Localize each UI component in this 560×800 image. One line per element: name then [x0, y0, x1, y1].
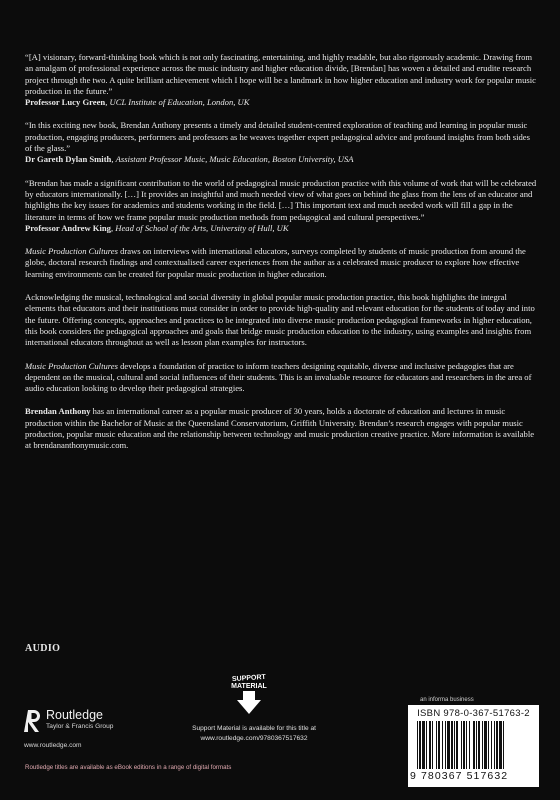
barcode-bar	[451, 721, 453, 769]
endorsement-attribution: Dr Gareth Dylan Smith, Assistant Professor Music, Music Education, Boston University, USA	[25, 154, 354, 165]
barcode-bar	[491, 721, 492, 769]
endorsement-quote: “Brendan has made a significant contribution to the world of pedagogical music production practice with this volume of work that will be celebrated by educators internationally. […] It provides an insightful and much needed view of what goes on behind the glass from the lens of an educator and highlights the key issues for academics and students working in the field. […] This important text and much needed work will fill a gap in the literature in terms of how we frame popular music production methods from pedagogical and cultural perspectives.”	[25, 177, 537, 222]
endorsement-quote: “In this exciting new book, Brendan Anthony presents a timely and detailed student-centred exploration of teaching and learning in popular music production, engaging producers, performers and professors as he weaves together expert pedagogical advice and profound insights from both sides of the glass.”	[25, 120, 530, 154]
barcode-bar	[463, 721, 465, 769]
barcode-bar	[445, 721, 446, 769]
endorser-name: Professor Andrew King	[25, 222, 111, 233]
endorser-affiliation: Head of School of the Arts, University of Hull, UK	[115, 222, 289, 233]
description-text: Acknowledging the musical, technological and social diversity in global popular music production practice, this book highlights the integral elements that educators and their institutions must consider in order to provide high-quality and relevant education for the students of today and into the future. Offering concepts, approaches and practices to be integrated into diverse music production pedagogical frameworks in higher education, this book considers the pedagogical approaches and goals that bridge music production education to the industry, using examples and insights from international educators throughout as well as lesson plan examples for instructors.	[25, 292, 535, 348]
author-bio	[25, 406, 537, 451]
barcode-bar	[456, 721, 458, 769]
barcode-bar	[478, 721, 480, 769]
barcode-bar	[484, 721, 487, 769]
endorser-affiliation: UCL Institute of Education, London, UK	[109, 97, 250, 108]
book-title: Music Production Cultures	[25, 360, 118, 371]
barcode-bar	[422, 721, 425, 769]
barcode-bar	[494, 721, 495, 769]
endorser-affiliation: Assistant Professor Music, Music Education, Boston University, USA	[115, 154, 354, 165]
ebook-availability-note: Routledge titles are available as eBook editions in a range of digital formats	[25, 764, 232, 771]
endorsement-quote: “[A] visionary, forward-thinking book which is not only fascinating, entertaining, and highly readable, but also rigorously academic. Drawing from an amalgam of professional experience across the music industry and higher education divide, [Brendan] has woven a detailed and erudite research project through the two. A quite brilliant achievement which I hope will be a landmark in how higher education and industry work for popular music production in the future.”	[25, 52, 536, 96]
endorsement-attribution: Professor Andrew King, Head of School of the Arts, University of Hull, UK	[25, 222, 289, 233]
barcode-bar	[417, 721, 418, 769]
barcode-bar	[499, 721, 502, 769]
barcode-bar	[426, 721, 427, 769]
barcode-bar	[469, 721, 470, 769]
routledge-logo-icon	[24, 708, 42, 734]
back-cover-text	[25, 52, 537, 464]
description-paragraph-3	[25, 361, 537, 395]
description-text: develops a foundation of practice to inform teachers designing equitable, diverse and inclusive pedagogies that are dependent on the musical, cultural and social influences of their students. This is an invaluable resource for educators and researchers in the area of audio education looking to develop their pedagogical strategies.	[25, 360, 532, 394]
endorser-name: Professor Lucy Green	[25, 97, 106, 108]
support-badge-line1: SUPPORT	[231, 673, 267, 684]
barcode-bar	[442, 721, 443, 769]
barcode-bar	[503, 721, 504, 769]
barcode-bar	[488, 721, 489, 769]
author-bio-text: has an international career as a popular music producer of 30 years, holds a doctorate of education and lectures in music production within the Bachelor of Music at the Queensland Conservatorium, Griffith University. Brendan’s research engages with popular music production, popular music education and the relationship between technology and music production creative practice. More information is available at brendananthonymusic.com.	[25, 406, 535, 451]
description-text: draws on interviews with international educators, surveys completed by students of music production from around the globe, doctoral research findings and contextualised career experiences from the author as a celebrated music producer to explore how effective learning environments can be created for popular music production in higher education.	[25, 246, 526, 279]
barcode-bar	[438, 721, 440, 769]
barcode-bar	[496, 721, 498, 769]
support-badge-line2: MATERIAL	[231, 683, 267, 690]
barcode-bar	[482, 721, 483, 769]
book-title: Music Production Cultures	[25, 246, 118, 257]
barcode-bar	[447, 721, 450, 769]
subject-category: AUDIO	[25, 643, 61, 654]
barcode-bar	[436, 721, 437, 769]
author-name: Brendan Anthony	[25, 406, 91, 417]
barcode-bar	[432, 721, 433, 769]
isbn-label: ISBN 978-0-367-51763-2	[417, 708, 530, 719]
publisher-group: Taylor & Francis Group	[46, 723, 114, 730]
support-material-badge-icon	[219, 668, 279, 720]
barcode-graphic	[417, 721, 531, 769]
informa-tagline: an informa business	[420, 697, 474, 703]
barcode-bar	[473, 721, 475, 769]
endorsement-1	[25, 52, 537, 108]
support-note-line1: Support Material is available for this title at	[192, 725, 316, 732]
isbn-digits: 9 780367 517632	[410, 770, 509, 782]
publisher-name: Routledge	[46, 708, 103, 722]
description-paragraph-1	[25, 246, 537, 280]
publisher-url: www.routledge.com	[24, 742, 82, 749]
barcode-bar	[419, 721, 421, 769]
barcode-bar	[466, 721, 467, 769]
endorsement-3	[25, 178, 537, 234]
endorsement-attribution: Professor Lucy Green, UCL Institute of Education, London, UK	[25, 97, 250, 108]
description-paragraph-2	[25, 292, 537, 348]
barcode-bar	[429, 721, 431, 769]
endorsement-2	[25, 120, 537, 165]
barcode-bar	[454, 721, 455, 769]
barcode-bar	[476, 721, 477, 769]
support-note-url: www.routledge.com/9780367517632	[200, 734, 308, 742]
endorser-name: Dr Gareth Dylan Smith	[25, 154, 112, 165]
isbn-barcode	[408, 705, 539, 787]
barcode-bar	[461, 721, 462, 769]
